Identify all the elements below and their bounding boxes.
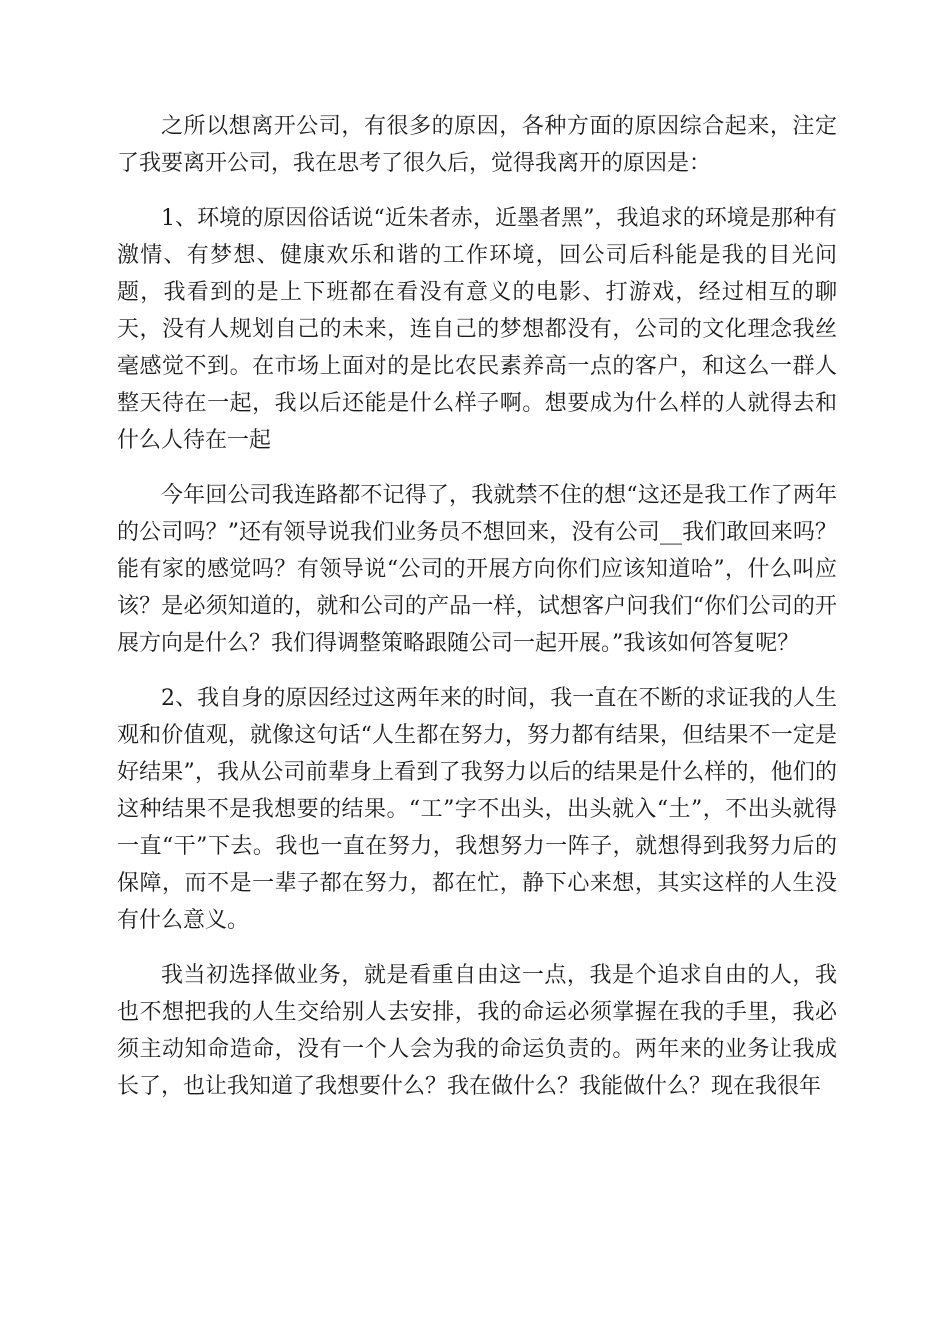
paragraph-intro: 之所以想离开公司，有很多的原因，各种方面的原因综合起来，注定了我要离开公司，我在思考了很久后，觉得我离开的原因是：	[117, 114, 837, 176]
document-body	[117, 108, 837, 1123]
paragraph-reason-personal: 2、我自身的原因经过这两年来的时间，我一直在不断的求证我的人生观和价值观，就像这句话“人生都在努力，努力都有结果，但结果不一定是好结果”，我从公司前辈身上看到了我努力以后的结果是什么样的，他们的这种结果不是我想要的结果。“工”字不出头，出头就入“土”，不出头就得一直“干”下去。我也一直在努力，我想努力一阵子，就想得到我努力后的保障，而不是一辈子都在努力，都在忙，静下心来想，其实这样的人生没有什么意义。	[117, 686, 837, 933]
paragraph-freedom: 我当初选择做业务，就是看重自由这一点，我是个追求自由的人，我也不想把我的人生交给别人去安排，我的命运必须掌握在我的手里，我必须主动知命造命，没有一个人会为我的命运负责的。两年来的业务让我成长了，也让我知道了我想要什么？我在做什么？我能做什么？现在我很年	[117, 963, 837, 1099]
paragraph-company-return: 今年回公司我连路都不记得了，我就禁不住的想“这还是我工作了两年的公司吗？”还有领导说我们业务员不想回来，没有公司__我们敢回来吗？能有家的感觉吗？有领导说“公司的开展方向你们应该知道哈”，什么叫应该？是必须知道的，就和公司的产品一样，试想客户问我们“你们公司的开展方向是什么？我们得调整策略跟随公司一起开展。”我该如何答复呢？	[117, 483, 837, 656]
paragraph-reason-environment: 1、环境的原因俗话说“近朱者赤，近墨者黑”，我追求的环境是那种有激情、有梦想、健康欢乐和谐的工作环境，回公司后科能是我的目光问题，我看到的是上下班都在看没有意义的电影、打游戏，经过相互的聊天，没有人规划自己的未来，连自己的梦想都没有，公司的文化理念我丝毫感觉不到。在市场上面对的是比农民素养高一点的客户，和这么一群人整天待在一起，我以后还能是什么样子啊。想要成为什么样的人就得去和什么人待在一起	[117, 206, 837, 453]
